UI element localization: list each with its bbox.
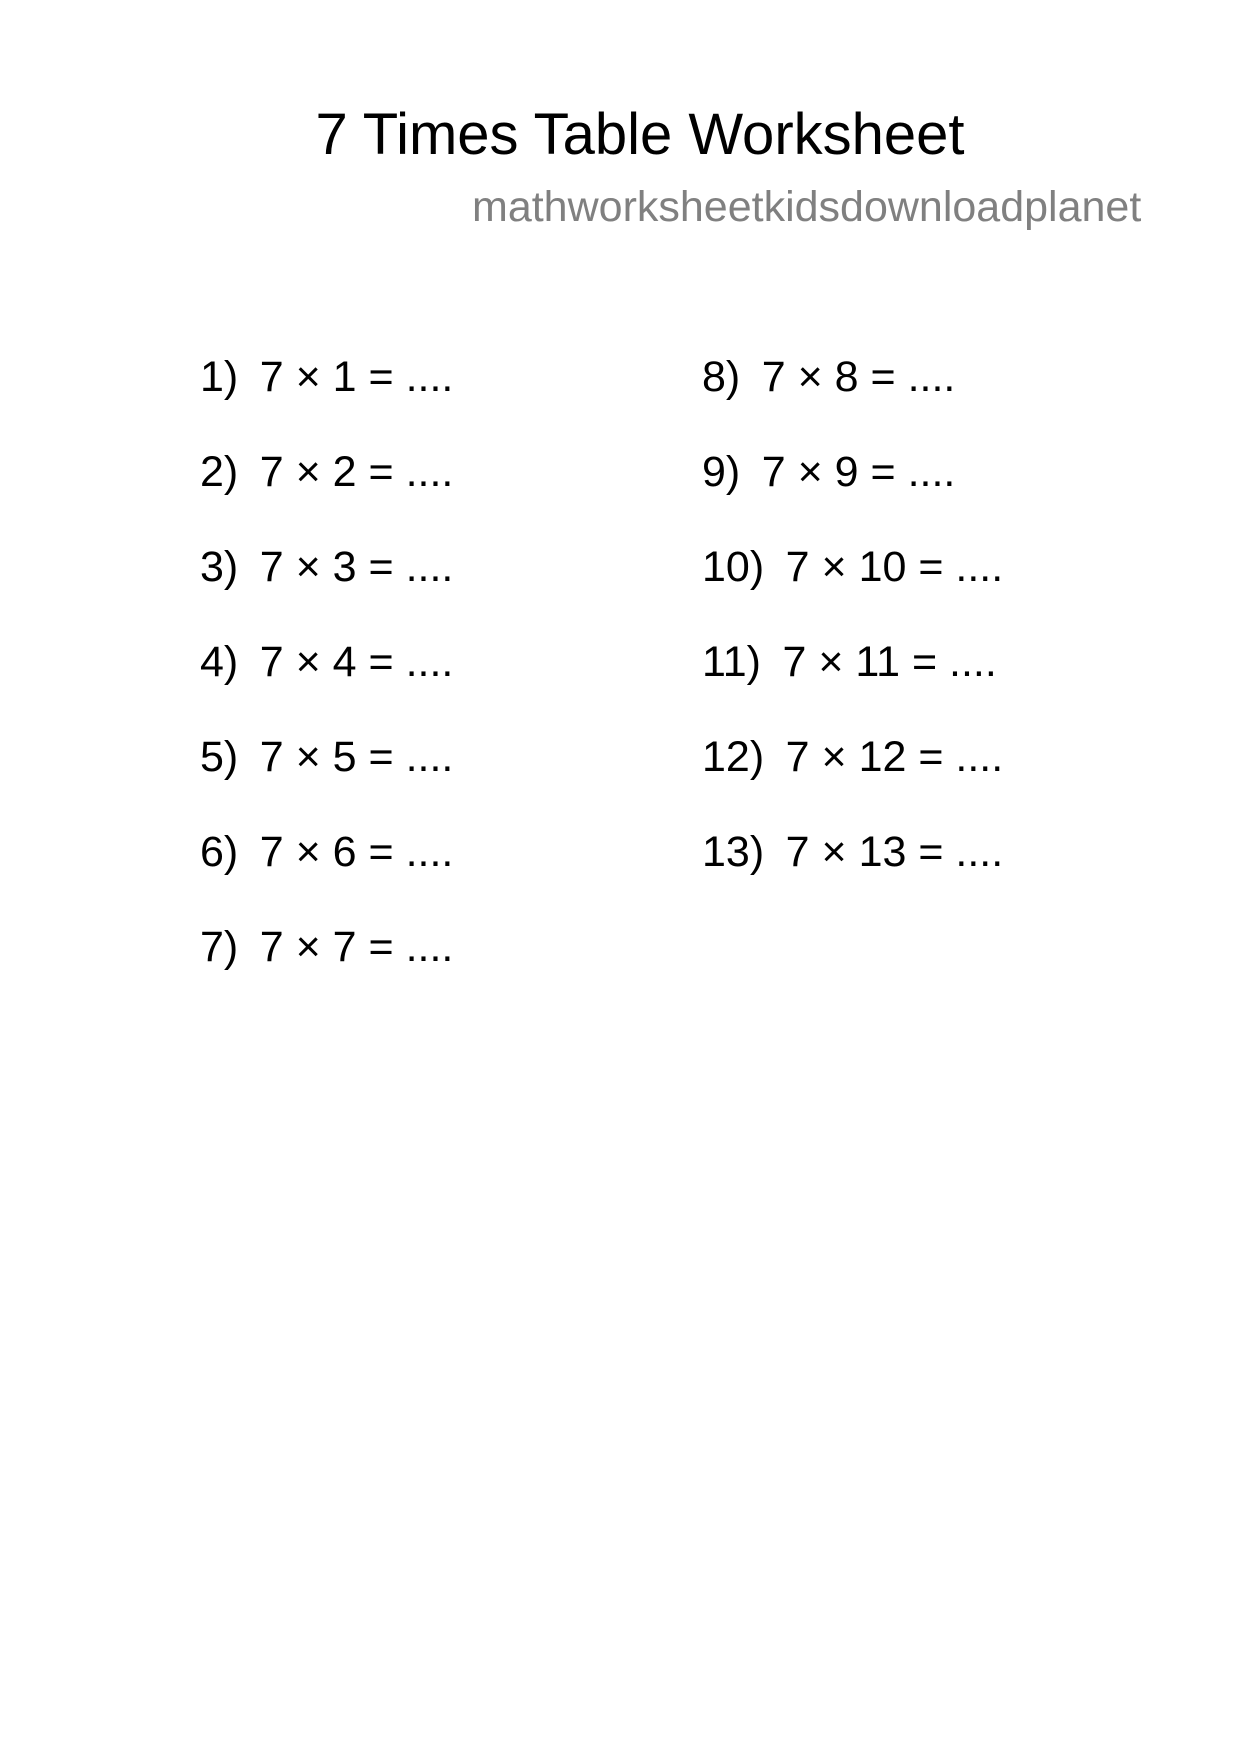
problem-number: 10) xyxy=(702,543,765,591)
problem-expression: 7 × 3 = .... xyxy=(259,543,454,591)
problem-expression: 7 × 7 = .... xyxy=(259,923,454,971)
problem-item xyxy=(702,537,1003,632)
problem-number: 3) xyxy=(200,543,239,591)
problem-number: 13) xyxy=(702,828,765,876)
problem-item xyxy=(702,442,1003,537)
source-watermark: mathworksheetkidsdownloadplanet xyxy=(472,183,1142,231)
problem-item xyxy=(702,727,1003,822)
problem-expression: 7 × 2 = .... xyxy=(259,448,454,496)
problems-left-column xyxy=(200,347,453,1012)
page-title: 7 Times Table Worksheet xyxy=(315,102,965,167)
problem-expression: 7 × 9 = .... xyxy=(761,448,956,496)
problem-expression: 7 × 1 = .... xyxy=(259,353,454,401)
problem-number: 9) xyxy=(702,448,741,496)
problem-item xyxy=(200,632,453,727)
problem-number: 7) xyxy=(200,923,239,971)
problem-item xyxy=(702,632,1003,727)
problem-item xyxy=(200,442,453,537)
problem-item xyxy=(200,727,453,822)
problem-item xyxy=(200,347,453,442)
problem-expression: 7 × 8 = .... xyxy=(761,353,956,401)
problem-expression: 7 × 13 = .... xyxy=(785,828,1004,876)
problem-expression: 7 × 4 = .... xyxy=(259,638,454,686)
problem-item xyxy=(200,537,453,632)
problem-item xyxy=(200,822,453,917)
problem-number: 5) xyxy=(200,733,239,781)
problem-item xyxy=(702,822,1003,917)
problem-expression: 7 × 6 = .... xyxy=(259,828,454,876)
problem-number: 4) xyxy=(200,638,239,686)
problem-number: 12) xyxy=(702,733,765,781)
problem-item xyxy=(702,347,1003,442)
problem-number: 8) xyxy=(702,353,741,401)
problem-expression: 7 × 10 = .... xyxy=(785,543,1004,591)
problem-number: 2) xyxy=(200,448,239,496)
problem-number: 1) xyxy=(200,353,239,401)
problem-number: 6) xyxy=(200,828,239,876)
problem-expression: 7 × 11 = .... xyxy=(782,638,997,686)
problems-right-column xyxy=(702,347,1003,917)
problem-expression: 7 × 5 = .... xyxy=(259,733,454,781)
problem-expression: 7 × 12 = .... xyxy=(785,733,1004,781)
problem-item xyxy=(200,917,453,1012)
problem-number: 11) xyxy=(702,638,761,686)
